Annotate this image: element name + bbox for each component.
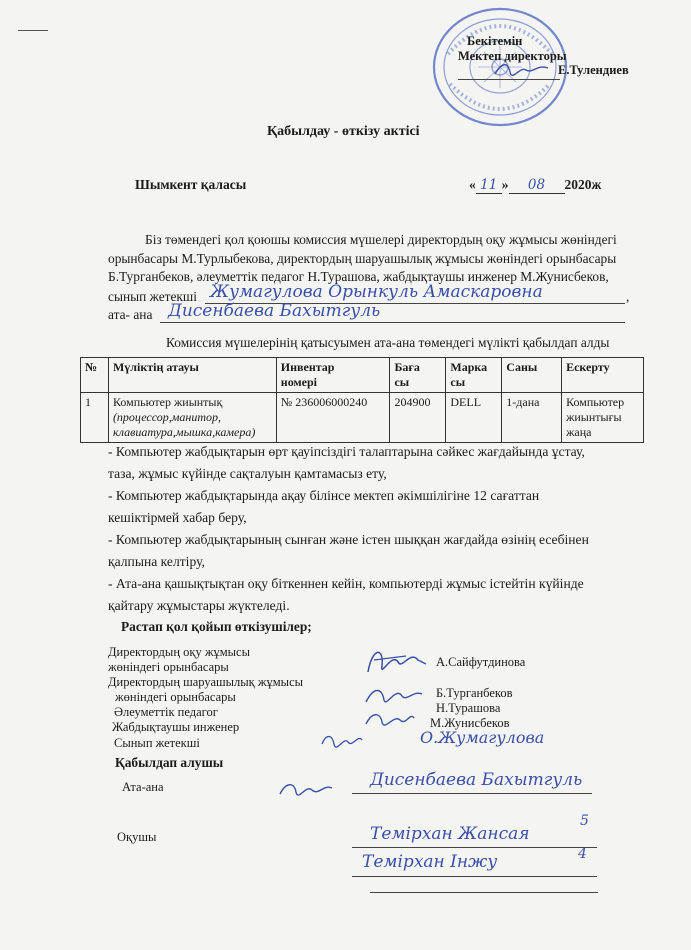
header-name: Мүліктің атауы [108, 358, 276, 393]
receiver-parent-handwritten: Дисенбаева Бахытгуль [370, 770, 583, 790]
signer-role-1a: Директордың оқу жұмысы [108, 645, 250, 659]
obligation-line-7: - Ата-ана қашықтықтан оқу біткеннен кейін, компьютерді жұмыс істейтін күйінде [108, 576, 584, 591]
approval-position: Мектеп директоры [458, 49, 567, 63]
header-price: Бағa сы [390, 358, 446, 393]
receiver-student-label: Оқушы [117, 830, 157, 844]
cell-number: 1 [81, 393, 109, 443]
inventory-table [80, 357, 644, 443]
receiver-student-2-underline [352, 876, 597, 877]
signer-name-5-handwritten: О.Жумагулова [420, 728, 545, 747]
cell-inventory: № 236006000240 [276, 393, 390, 443]
date-close-quote: » [501, 177, 509, 192]
scan-mark-line [18, 30, 48, 31]
header-brand: Марка сы [446, 358, 502, 393]
receiver-student-1-underline [352, 847, 597, 848]
parent-label: ата- ана [108, 307, 153, 322]
date-year: 2020ж [564, 177, 602, 192]
signers-heading: Растап қол қойып өткізушілер; [121, 619, 312, 634]
table-row [81, 393, 644, 443]
cell-name: Компьютер жиынтық (процессор,манитор, клавиатура,мышка,камера) [108, 393, 276, 443]
header-quantity: Саны [502, 358, 562, 393]
obligation-line-3: - Компьютер жабдықтарында ақау білінсе мектеп әкімшілігіне 12 сағаттан [108, 488, 540, 503]
signer-role-2a: Директордың шаруашылық жұмысы [108, 675, 304, 689]
approval-label: Бекітемін [467, 34, 523, 48]
commission-line: Комиссия мүшелерінің қатысуымен ата-ана төмендегі мүлікті қабылдап алды [166, 335, 610, 350]
comma: , [626, 289, 630, 304]
intro-line-1: Біз төмендегі қол қоюшы комиссия мүшелері директордың оқу жұмысы жөніндегі [145, 232, 617, 247]
receiver-extra-underline [370, 892, 598, 893]
cell-note: Компьютер жиынтығы жаңа [562, 393, 644, 443]
table-header-row [81, 358, 644, 393]
intro-line-3: Б.Турганбеков, әлеуметтік педагог Н.Турашова, жабдықтаушы инженер М.Жунисбеков, [108, 269, 609, 284]
parent-underline [160, 322, 625, 323]
signer-name-3: Н.Турашова [436, 701, 501, 715]
header-number: № [81, 358, 109, 393]
obligation-line-6: қалпына келтіру, [108, 554, 205, 569]
obligation-line-5: - Компьютер жабдықтарының сынған және істен шыққан жағдайда өзінің есебінен [108, 532, 589, 547]
parent-signature-icon [276, 778, 336, 800]
signer-role-5: Сынып жетекші [114, 736, 200, 750]
document-title: Қабылдау - өткізу актісі [267, 124, 420, 139]
signer-name-2: Б.Турганбеков [436, 686, 513, 700]
parent-name-handwritten: Дисенбаева Бахытгуль [168, 301, 381, 321]
signature-4-icon [318, 730, 366, 752]
signer-role-2b: жөніндегі орынбасары [115, 690, 236, 704]
obligation-line-4: кешіктірмей хабар беру, [108, 510, 247, 525]
receiver-student-1-grade: 5 [580, 813, 589, 829]
cell-quantity: 1-дана [502, 393, 562, 443]
receiver-student-2-handwritten: Темірхан Інжу [362, 852, 498, 872]
date-day: 11 [476, 177, 502, 194]
obligation-line-2: таза, жұмыс күйінде сақталуын қамтамасыз ету, [108, 466, 387, 481]
date-open-quote: « [469, 177, 476, 192]
signer-role-1b: жөніндегі орынбасары [108, 660, 229, 674]
teacher-name-handwritten: Жумагулова Орынкуль Амаскаровна [210, 282, 543, 302]
obligation-line-8: қайтару жұмыстары жүктеледі. [108, 598, 290, 613]
receiver-parent-underline [352, 793, 592, 794]
signature-1-icon [362, 642, 432, 682]
date-month: 08 [509, 177, 565, 194]
signature-3-icon [362, 706, 418, 732]
approval-signer: Е.Тулендиев [558, 63, 629, 77]
receiver-student-2-grade: 4 [578, 846, 587, 862]
intro-line-2: орынбасары М.Турлыбекова, директордың шаруашылық жұмысы жөніндегі орынбасары [108, 251, 617, 266]
cell-price: 204900 [390, 393, 446, 443]
city-label: Шымкент қаласы [135, 177, 247, 192]
receiver-parent-label: Ата-ана [122, 780, 164, 794]
teacher-label: сынып жетекші [108, 289, 197, 304]
director-signature-icon [492, 58, 552, 80]
receivers-heading: Қабылдап алушы [115, 755, 224, 770]
header-note: Ескерту [562, 358, 644, 393]
signer-name-1: А.Сайфутдинова [436, 655, 526, 669]
cell-brand: DELL [446, 393, 502, 443]
receiver-student-1-handwritten: Темірхан Жансая [370, 824, 530, 844]
header-inventory: Инвентар номері [276, 358, 390, 393]
signer-role-3: Әлеуметтік педагог [114, 705, 218, 719]
date-field [469, 177, 601, 194]
signer-name-4: М.Жунисбеков [430, 716, 510, 730]
obligation-line-1: - Компьютер жабдықтарын өрт қауіпсіздігі талаптарына сәйкес жағдайында ұстау, [108, 444, 585, 459]
signer-role-4: Жабдықтаушы инженер [112, 720, 240, 734]
